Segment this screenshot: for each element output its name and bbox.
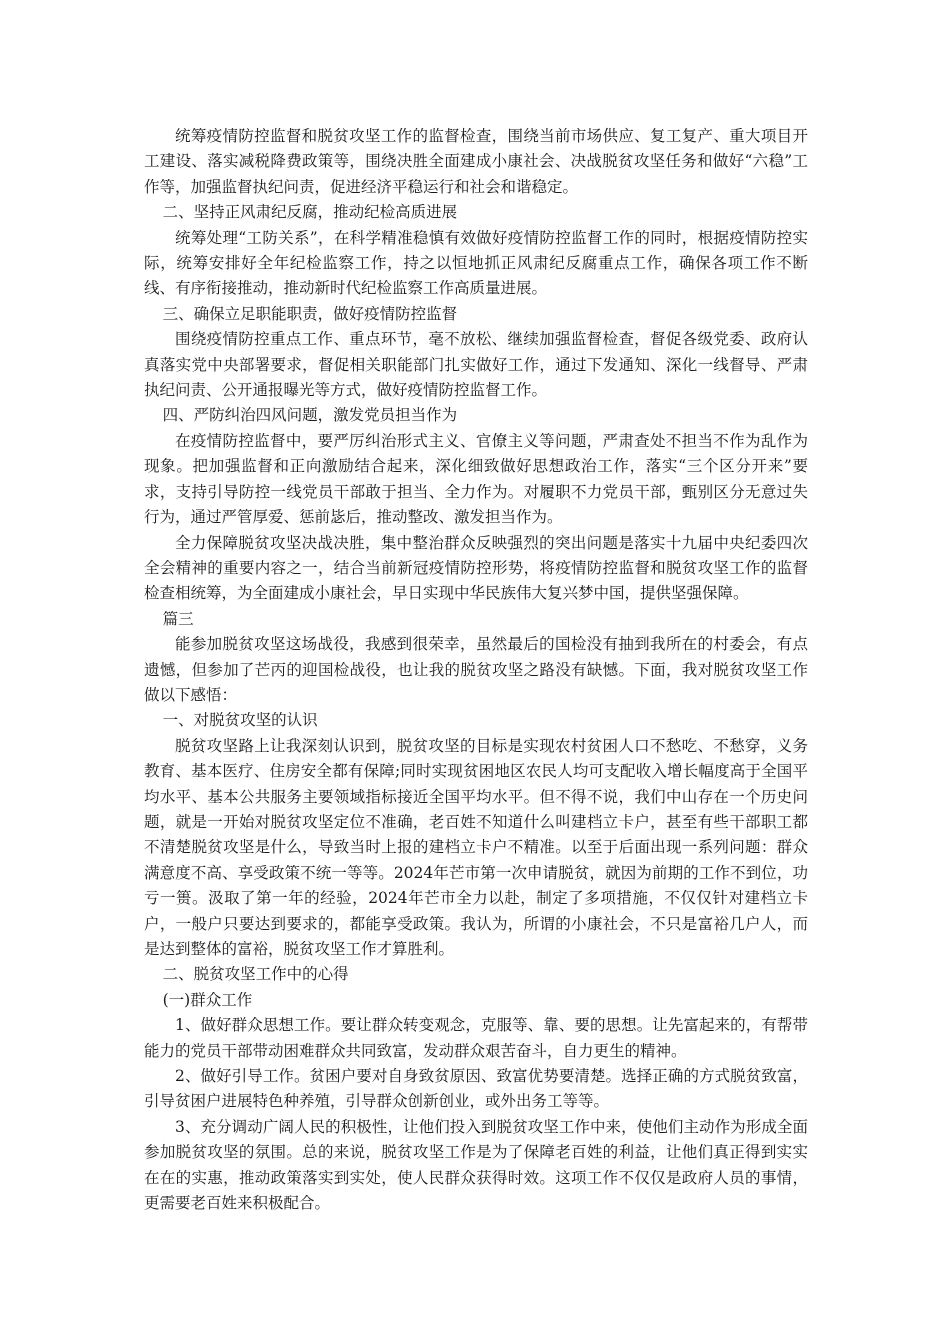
section-heading: 四、严防纠治四风问题，激发党员担当作为: [162, 406, 458, 425]
paragraph: 围绕疫情防控重点工作、重点环节，毫不放松、继续加强监督检查，督促各级党委、政府认真落实党中央部署要求，督促相关职能部门扎实做好工作，通过下发通知、深化一线督导、严肃执纪问责、公开通报曝光等方式，做好疫情防控监督工作。: [144, 330, 808, 400]
paragraph: 2、做好引导工作。贫困户要对自身致贫原因、致富优势要清楚。选择正确的方式脱贫致富，引导贫困户进展特色种养殖，引导群众创新创业，或外出务工等等。: [144, 1067, 808, 1111]
paragraph: 在疫情防控监督中，要严厉纠治形式主义、官僚主义等问题，严肃查处不担当不作为乱作为现象。把加强监督和正向激励结合起来，深化细致做好思想政治工作，落实“三个区分开来”要求，支持引导防控一线党员干部敢于担当、全力作为。对履职不力党员干部，甄别区分无意过失行为，通过严管厚爱、惩前毖后，推动整改、激发担当作为。: [144, 431, 808, 527]
part-heading: 篇三: [162, 609, 194, 628]
paragraph: 脱贫攻坚路上让我深刻认识到，脱贫攻坚的目标是实现农村贫困人口不愁吃、不愁穿，义务教育、基本医疗、住房安全都有保障;同时实现贫困地区农民人均可支配收入增长幅度高于全国平均水平、基本公共服务主要领域指标接近全国平均水平。但不得不说，我们中山存在一个历史问题，就是一开始对脱贫攻坚定位不准确，老百姓不知道什么叫建档立卡户，甚至有些干部职工都不清楚脱贫攻坚是什么，导致当时上报的建档立卡户不精准。以至于后面出现一系列问题：群众满意度不高、享受政策不统一等等。2024年芒市第一次申请脱贫，就因为前期的工作不到位，功亏一篑。汲取了第一年的经验，2024年芒市全力以赴，制定了多项措施，不仅仅针对建档立卡户，一般户只要达到要求的，都能享受政策。我认为，所谓的小康社会，不只是富裕几户人，而是达到整体的富裕，脱贫攻坚工作才算胜利。: [144, 736, 808, 958]
paragraph: 3、充分调动广阔人民的积极性，让他们投入到脱贫攻坚工作中来，使他们主动作为形成全面参加脱贫攻坚的氛围。总的来说，脱贫攻坚工作是为了保障老百姓的利益，让他们真正得到实实在在的实惠，推动政策落实到实处，使人民群众获得时效。这项工作不仅仅是政府人员的事情，更需要老百姓来积极配合。: [144, 1117, 808, 1213]
paragraph: 统筹处理“工防关系”，在科学精准稳慎有效做好疫情防控监督工作的同时，根据疫情防控实际，统筹安排好全年纪检监察工作，持之以恒地抓正风肃纪反腐重点工作，确保各项工作不断线、有序衔接推动，推动新时代纪检监察工作高质量进展。: [144, 228, 808, 298]
document-body: [144, 124, 808, 1216]
section-heading: 三、确保立足职能职责，做好疫情防控监督: [162, 304, 458, 323]
paragraph: 统筹疫情防控监督和脱贫攻坚工作的监督检查，围绕当前市场供应、复工复产、重大项目开工建设、落实减税降费政策等，围绕决胜全面建成小康社会、决战脱贫攻坚任务和做好“六稳”工作等，加强监督执纪问责，促进经济平稳运行和社会和谐稳定。: [144, 127, 808, 196]
paragraph: 全力保障脱贫攻坚决战决胜，集中整治群众反映强烈的突出问题是落实十九届中央纪委四次全会精神的重要内容之一，结合当前新冠疫情防控形势，将疫情防控监督和脱贫攻坚工作的监督检查相统筹，为全面建成小康社会，早日实现中华民族伟大复兴梦中国，提供坚强保障。: [144, 533, 808, 603]
section-heading: 一、对脱贫攻坚的认识: [162, 711, 318, 730]
section-heading: 二、坚持正风肃纪反腐，推动纪检高质进展: [162, 203, 458, 222]
section-heading: 二、脱贫攻坚工作中的心得: [162, 965, 349, 984]
paragraph: 能参加脱贫攻坚这场战役，我感到很荣幸，虽然最后的国检没有抽到我所在的村委会，有点遗憾，但参加了芒丙的迎国检战役，也让我的脱贫攻坚之路没有缺憾。下面，我对脱贫攻坚工作做以下感悟：: [144, 635, 808, 704]
paragraph: 1、做好群众思想工作。要让群众转变观念，克服等、靠、要的思想。让先富起来的，有帮带能力的党员干部带动困难群众共同致富，发动群众艰苦奋斗，自力更生的精神。: [144, 1016, 808, 1060]
subsection-heading: (一)群众工作: [162, 990, 253, 1009]
